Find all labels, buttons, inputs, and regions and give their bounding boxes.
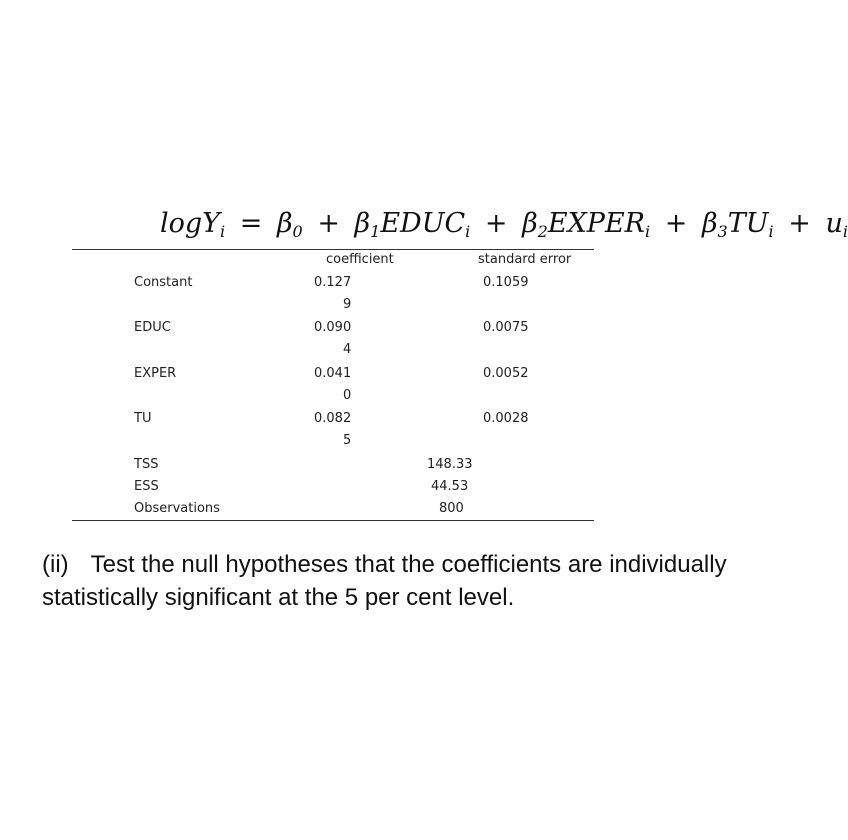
var-tu-subscript: i (768, 222, 774, 241)
column-header-coefficient: coefficient (326, 252, 394, 267)
stat-value-ess: 44.53 (431, 479, 469, 494)
beta3-subscript: 3 (717, 222, 728, 241)
table-top-rule (72, 249, 594, 250)
row-label-constant: Constant (134, 275, 193, 290)
coef-exper-continued: 0 (343, 388, 352, 403)
beta2-subscript: 2 (537, 222, 548, 241)
se-educ: 0.0075 (483, 320, 529, 335)
question-number: (ii) (42, 551, 69, 578)
beta0-subscript: 0 (292, 222, 303, 241)
var-exper: EXPER (547, 208, 645, 239)
plus-sign: + (317, 208, 340, 239)
plus-sign: + (788, 208, 811, 239)
stat-value-observations: 800 (439, 501, 464, 516)
equals-sign: = (239, 208, 263, 239)
plus-sign: + (484, 208, 508, 239)
error-term: u (825, 208, 843, 239)
stat-label-ess: ESS (134, 479, 159, 494)
column-header-standard-error: standard error (478, 252, 572, 267)
coef-tu: 0.082 (314, 411, 352, 426)
coef-educ: 0.090 (314, 320, 352, 335)
coef-constant-continued: 9 (343, 297, 352, 312)
row-label-exper: EXPER (134, 366, 177, 381)
se-tu: 0.0028 (483, 411, 529, 426)
coef-exper: 0.041 (314, 366, 352, 381)
se-constant: 0.1059 (483, 275, 529, 290)
question-text (42, 548, 832, 614)
var-exper-subscript: i (645, 222, 651, 241)
stat-label-tss: TSS (134, 457, 159, 472)
beta2: β (522, 208, 538, 239)
plus-sign: + (664, 208, 688, 239)
coef-tu-continued: 5 (343, 433, 352, 448)
var-educ-subscript: i (465, 222, 471, 241)
var-tu: TU (727, 208, 769, 239)
coef-educ-continued: 4 (343, 342, 352, 357)
row-label-educ: EDUC (134, 320, 171, 335)
var-educ: EDUC (380, 208, 466, 239)
stat-value-tss: 148.33 (427, 457, 473, 472)
coef-constant: 0.127 (314, 275, 352, 290)
beta3: β (701, 208, 718, 239)
se-exper: 0.0052 (483, 366, 529, 381)
table-bottom-rule (72, 520, 594, 521)
beta1-subscript: 1 (370, 222, 381, 241)
beta1: β (354, 208, 371, 239)
lhs: logY (160, 208, 220, 239)
lhs-subscript: i (220, 222, 226, 241)
error-term-subscript: i (842, 222, 848, 241)
row-label-tu: TU (134, 411, 152, 426)
regression-equation (160, 210, 848, 240)
beta0: β (276, 208, 293, 239)
stat-label-observations: Observations (134, 501, 220, 516)
question-body: Test the null hypotheses that the coefficients are individually statistically significant at the 5 per cent level. (42, 551, 727, 611)
